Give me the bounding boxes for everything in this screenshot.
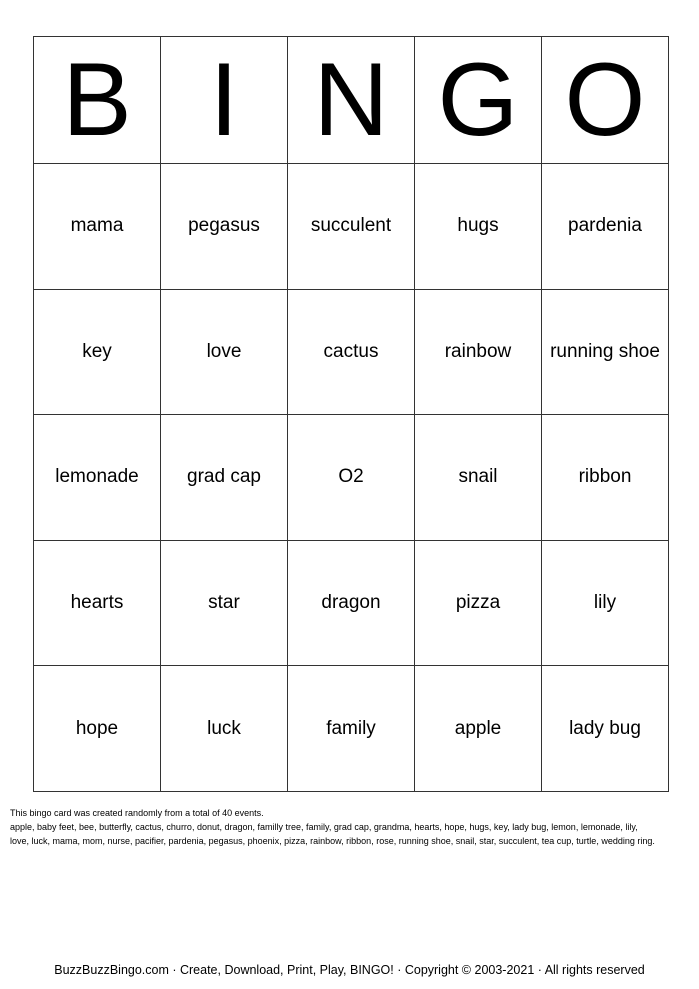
card-cell: luck — [161, 666, 288, 792]
card-cell: snail — [415, 415, 542, 541]
card-cell: lady bug — [542, 666, 669, 792]
bingo-card — [33, 36, 669, 792]
card-cell: hugs — [415, 164, 542, 290]
card-cell: lily — [542, 540, 669, 666]
header-letter: N — [288, 37, 415, 164]
card-cell: rainbow — [415, 289, 542, 415]
card-cell: pardenia — [542, 164, 669, 290]
card-cell: succulent — [288, 164, 415, 290]
card-cell: mama — [34, 164, 161, 290]
card-cell: grad cap — [161, 415, 288, 541]
card-cell: running shoe — [542, 289, 669, 415]
header-letter: G — [415, 37, 542, 164]
card-cell: apple — [415, 666, 542, 792]
card-cell: star — [161, 540, 288, 666]
card-row — [34, 164, 669, 290]
card-row — [34, 289, 669, 415]
card-cell: love — [161, 289, 288, 415]
card-cell: key — [34, 289, 161, 415]
card-cell: family — [288, 666, 415, 792]
header-letter: I — [161, 37, 288, 164]
card-row — [34, 415, 669, 541]
card-cell: lemonade — [34, 415, 161, 541]
card-row — [34, 666, 669, 792]
card-cell: O2 — [288, 415, 415, 541]
card-cell: cactus — [288, 289, 415, 415]
event-list-line: apple, baby feet, bee, butterfly, cactus, churro, donut, dragon, familly tree, family, grad cap, grandma, hearts, hope, hugs, key, lady bug, lemon, lemonade, lily, — [10, 822, 638, 832]
card-cell: dragon — [288, 540, 415, 666]
header-letter: B — [34, 37, 161, 164]
event-list-line: love, luck, mama, mom, nurse, pacifier, pardenia, pegasus, phoenix, pizza, rainbow, ribbon, rose, running shoe, snail, star, succulent, tea cup, turtle, wedding ring. — [10, 836, 655, 846]
card-info — [10, 806, 695, 848]
card-cell: pegasus — [161, 164, 288, 290]
card-cell: pizza — [415, 540, 542, 666]
card-row — [34, 540, 669, 666]
footer: BuzzBuzzBingo.com · Create, Download, Print, Play, BINGO! · Copyright © 2003-2021 · All rights reserved — [54, 963, 645, 977]
card-cell: ribbon — [542, 415, 669, 541]
info-summary: This bingo card was created randomly from a total of 40 events. — [10, 808, 264, 818]
card-cell: hope — [34, 666, 161, 792]
card-cell: hearts — [34, 540, 161, 666]
header-row — [34, 37, 669, 164]
header-letter: O — [542, 37, 669, 164]
